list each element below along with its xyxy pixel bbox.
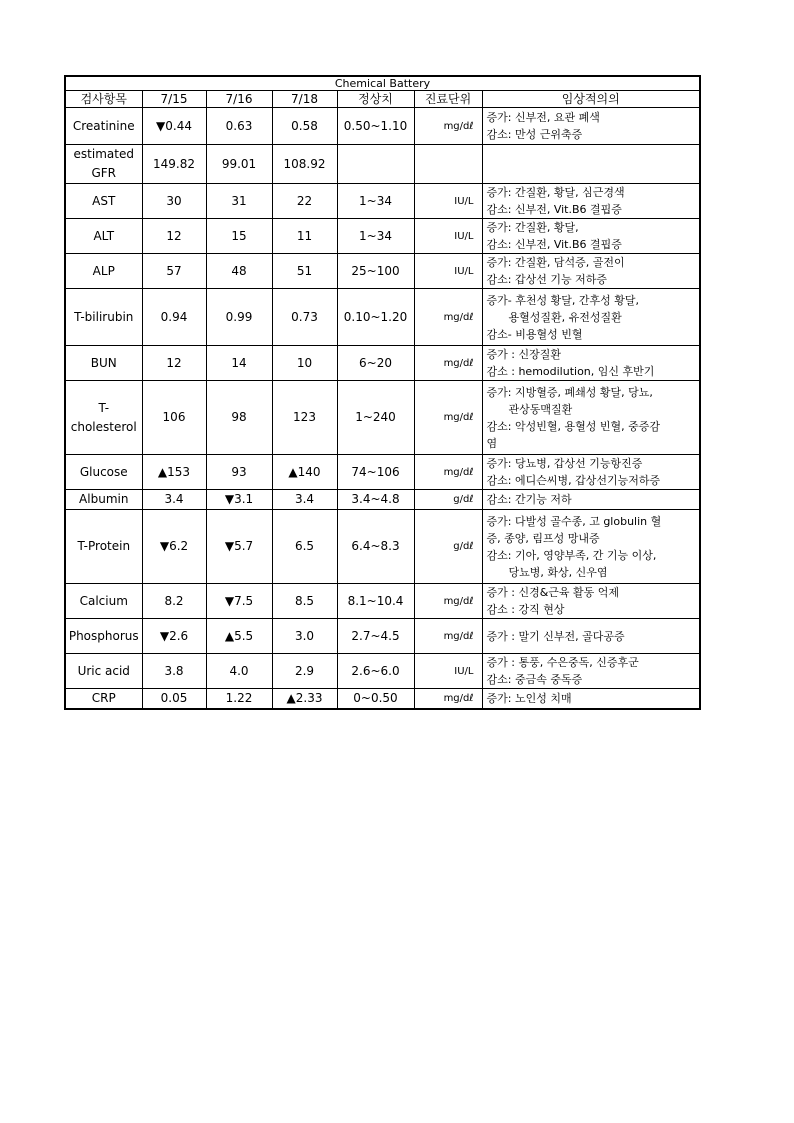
- significance-line: 증가 : 통풍, 수은중독, 신증후군: [486, 656, 639, 669]
- significance-line: 증, 종양, 림프성 망내증: [486, 531, 600, 545]
- table-row: [65, 654, 700, 689]
- clinical-significance: [482, 619, 700, 654]
- test-item-name: Phosphorus: [65, 619, 142, 654]
- value-date-3: 0.58: [272, 108, 337, 145]
- value-date-1: 3.4: [142, 490, 206, 510]
- value-date-2: 0.99: [206, 289, 272, 346]
- significance-line: 증가: 노인성 치매: [486, 692, 572, 705]
- unit: mg/dℓ: [414, 381, 482, 455]
- clinical-significance: [482, 254, 700, 289]
- significance-line: 당뇨병, 화상, 신우염: [508, 565, 608, 579]
- test-item-name: Albumin: [65, 490, 142, 510]
- significance-line: 감소: 신부전, Vit.B6 결핍증: [486, 238, 622, 251]
- value-date-3: 108.92: [272, 145, 337, 184]
- significance-line: 증가: 다발성 골수종, 고 globulin 혈: [486, 514, 662, 528]
- header-date-2: 7/16: [206, 91, 272, 108]
- test-item-name: T-Protein: [65, 510, 142, 584]
- value-date-1: 57: [142, 254, 206, 289]
- normal-range: 1~34: [337, 184, 414, 219]
- clinical-significance: [482, 346, 700, 381]
- table-row: [65, 346, 700, 381]
- value-date-3: 0.73: [272, 289, 337, 346]
- significance-line: 감소- 비용혈성 빈혈: [486, 327, 583, 341]
- value-date-1: ▲153: [142, 455, 206, 490]
- normal-range: 6~20: [337, 346, 414, 381]
- value-date-3: 22: [272, 184, 337, 219]
- table-row: [65, 584, 700, 619]
- significance-line: 증가 : 말기 신부전, 골다공증: [486, 629, 625, 643]
- normal-range: 2.7~4.5: [337, 619, 414, 654]
- value-date-1: 3.8: [142, 654, 206, 689]
- test-item-name: T-cholesterol: [65, 381, 142, 455]
- value-date-1: ▼2.6: [142, 619, 206, 654]
- value-date-3: 123: [272, 381, 337, 455]
- value-date-2: 0.63: [206, 108, 272, 145]
- significance-line: 감소: 악성빈혈, 용혈성 빈혈, 중증감: [486, 419, 660, 433]
- value-date-2: 15: [206, 219, 272, 254]
- test-item-name: Uric acid: [65, 654, 142, 689]
- significance-line: 증가 : 신장질환: [486, 348, 561, 361]
- significance-line: 관상동맥질환: [508, 402, 573, 416]
- table-row: [65, 219, 700, 254]
- clinical-significance: [482, 145, 700, 184]
- table-row: [65, 689, 700, 710]
- significance-line: 증가: 지방혈증, 폐쇄성 황달, 당뇨,: [486, 385, 653, 399]
- test-item-name: BUN: [65, 346, 142, 381]
- unit: mg/dℓ: [414, 584, 482, 619]
- clinical-significance: [482, 184, 700, 219]
- normal-range: 25~100: [337, 254, 414, 289]
- value-date-2: 14: [206, 346, 272, 381]
- test-item-name: CRP: [65, 689, 142, 710]
- significance-line: 감소: 만성 근위축증: [486, 128, 583, 141]
- clinical-significance: [482, 584, 700, 619]
- significance-line: 감소 : hemodilution, 임신 후반기: [486, 365, 655, 378]
- value-date-1: 30: [142, 184, 206, 219]
- table-row: [65, 455, 700, 490]
- unit: IU/L: [414, 184, 482, 219]
- value-date-2: 99.01: [206, 145, 272, 184]
- significance-line: 증가: 간질환, 담석증, 골전이: [486, 256, 625, 269]
- value-date-1: 106: [142, 381, 206, 455]
- test-item-name: ALP: [65, 254, 142, 289]
- table-row: [65, 510, 700, 584]
- significance-line: 감소: 에디슨씨병, 갑상선기능저하증: [486, 474, 661, 487]
- significance-line: 증가: 간질환, 황달,: [486, 221, 579, 234]
- value-date-3: 3.4: [272, 490, 337, 510]
- unit: mg/dℓ: [414, 346, 482, 381]
- table-row: [65, 619, 700, 654]
- significance-line: 증가 : 신경&근육 활동 억제: [486, 586, 620, 599]
- clinical-significance: [482, 510, 700, 584]
- unit: g/dℓ: [414, 490, 482, 510]
- header-date-3: 7/18: [272, 91, 337, 108]
- value-date-1: 0.94: [142, 289, 206, 346]
- header-clinical-significance: 임상적의의: [482, 91, 700, 108]
- table-row: [65, 108, 700, 145]
- value-date-1: 8.2: [142, 584, 206, 619]
- significance-line: 용혈성질환, 유전성질환: [508, 310, 622, 324]
- table-row: [65, 490, 700, 510]
- value-date-3: 6.5: [272, 510, 337, 584]
- value-date-3: 10: [272, 346, 337, 381]
- header-unit: 진료단위: [414, 91, 482, 108]
- clinical-significance: [482, 490, 700, 510]
- value-date-3: 8.5: [272, 584, 337, 619]
- value-date-2: 1.22: [206, 689, 272, 710]
- significance-line: 증가: 신부전, 요관 폐색: [486, 111, 600, 124]
- test-item-name: Glucose: [65, 455, 142, 490]
- normal-range: 2.6~6.0: [337, 654, 414, 689]
- unit: IU/L: [414, 219, 482, 254]
- normal-range: [337, 145, 414, 184]
- test-item-name: ALT: [65, 219, 142, 254]
- significance-line: 증가- 후천성 황달, 간후성 황달,: [486, 293, 639, 307]
- unit: mg/dℓ: [414, 619, 482, 654]
- unit: mg/dℓ: [414, 289, 482, 346]
- value-date-1: 149.82: [142, 145, 206, 184]
- normal-range: 3.4~4.8: [337, 490, 414, 510]
- chemical-battery-table: [64, 75, 701, 710]
- significance-line: 감소: 중금속 중독증: [486, 673, 583, 686]
- table-row: [65, 145, 700, 184]
- normal-range: 74~106: [337, 455, 414, 490]
- test-item-name: Calcium: [65, 584, 142, 619]
- normal-range: 1~34: [337, 219, 414, 254]
- unit: [414, 145, 482, 184]
- test-item-name: T-bilirubin: [65, 289, 142, 346]
- clinical-significance: [482, 689, 700, 710]
- value-date-1: ▼0.44: [142, 108, 206, 145]
- significance-line: 감소: 간기능 저하: [486, 493, 572, 506]
- value-date-2: 98: [206, 381, 272, 455]
- significance-line: 감소: 신부전, Vit.B6 결핍증: [486, 203, 622, 216]
- test-item-name: estimated GFR: [65, 145, 142, 184]
- value-date-1: 0.05: [142, 689, 206, 710]
- unit: mg/dℓ: [414, 455, 482, 490]
- table-row: [65, 254, 700, 289]
- clinical-significance: [482, 289, 700, 346]
- table-row: [65, 184, 700, 219]
- significance-line: 감소: 갑상선 기능 저하증: [486, 273, 607, 286]
- significance-line: 증가: 당뇨병, 갑상선 기능항진증: [486, 457, 643, 470]
- normal-range: 6.4~8.3: [337, 510, 414, 584]
- test-item-name: Creatinine: [65, 108, 142, 145]
- value-date-2: ▼7.5: [206, 584, 272, 619]
- clinical-significance: [482, 455, 700, 490]
- unit: IU/L: [414, 654, 482, 689]
- header-item: 검사항목: [65, 91, 142, 108]
- table-row: [65, 289, 700, 346]
- normal-range: 0.50~1.10: [337, 108, 414, 145]
- value-date-2: 31: [206, 184, 272, 219]
- significance-line: 염: [486, 436, 498, 450]
- value-date-2: 4.0: [206, 654, 272, 689]
- significance-line: 감소: 기아, 영양부족, 간 기능 이상,: [486, 548, 657, 562]
- value-date-1: ▼6.2: [142, 510, 206, 584]
- value-date-3: 51: [272, 254, 337, 289]
- clinical-significance: [482, 654, 700, 689]
- test-item-name: AST: [65, 184, 142, 219]
- value-date-2: ▼5.7: [206, 510, 272, 584]
- value-date-1: 12: [142, 346, 206, 381]
- normal-range: 0.10~1.20: [337, 289, 414, 346]
- value-date-3: 3.0: [272, 619, 337, 654]
- value-date-3: ▲140: [272, 455, 337, 490]
- normal-range: 1~240: [337, 381, 414, 455]
- clinical-significance: [482, 381, 700, 455]
- value-date-3: 2.9: [272, 654, 337, 689]
- value-date-2: 93: [206, 455, 272, 490]
- normal-range: 8.1~10.4: [337, 584, 414, 619]
- header-date-1: 7/15: [142, 91, 206, 108]
- table-title: Chemical Battery: [65, 76, 700, 91]
- normal-range: 0~0.50: [337, 689, 414, 710]
- unit: g/dℓ: [414, 510, 482, 584]
- value-date-2: ▲5.5: [206, 619, 272, 654]
- significance-line: 증가: 간질환, 황달, 심근경색: [486, 186, 625, 199]
- unit: mg/dℓ: [414, 689, 482, 710]
- unit: mg/dℓ: [414, 108, 482, 145]
- value-date-3: 11: [272, 219, 337, 254]
- unit: IU/L: [414, 254, 482, 289]
- clinical-significance: [482, 108, 700, 145]
- value-date-2: 48: [206, 254, 272, 289]
- clinical-significance: [482, 219, 700, 254]
- value-date-3: ▲2.33: [272, 689, 337, 710]
- table-row: [65, 381, 700, 455]
- header-normal-range: 정상치: [337, 91, 414, 108]
- header-row: [65, 91, 700, 108]
- value-date-2: ▼3.1: [206, 490, 272, 510]
- significance-line: 감소 : 강직 현상: [486, 603, 565, 616]
- value-date-1: 12: [142, 219, 206, 254]
